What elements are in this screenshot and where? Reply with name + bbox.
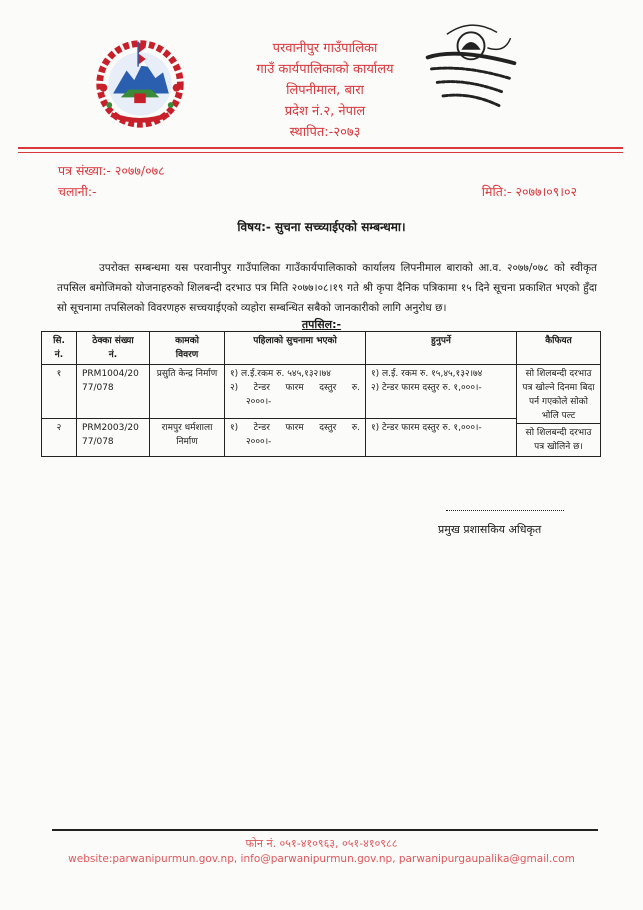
row-corrected	[366, 419, 517, 457]
row-contract-number	[77, 419, 150, 457]
previous-line1: १) टेन्डर फारम दस्तुर रु.	[230, 423, 360, 434]
header-work-line2: विवरण	[175, 350, 199, 360]
header-remarks: कैफियत	[517, 332, 601, 365]
header-sn-line1: सि.	[53, 336, 65, 346]
letterhead-title-block	[220, 38, 430, 143]
row-work-description: प्रसुति केन्द्र निर्माण	[150, 365, 225, 419]
header-work-description	[150, 332, 225, 365]
row-contract-number	[77, 365, 150, 419]
row-previous-notice	[225, 365, 366, 419]
footer-contact: website:parwanipurmun.gov.np, info@parwanipurmun.gov.np, parwanipurgaupalika@gmail.com	[68, 853, 575, 865]
corrected-line1: १) ल.ई. रकम रु. १५,४५,१३२।७४	[371, 369, 483, 379]
header-sn-line2: नं.	[54, 350, 64, 360]
municipality-seal-icon	[418, 15, 524, 121]
previous-line1: १) ल.ई.रकम रु. ५४५,१३२।७४	[230, 369, 331, 379]
signatory-title: प्रमुख प्रशासकिय अधिकृत	[438, 523, 542, 536]
province: प्रदेश नं.२, नेपाल	[284, 104, 366, 119]
office-location: लिपनीमाल, बारा	[286, 83, 364, 98]
corrected-line1: १) टेन्डर फारम दस्तुर रु. १,०००।-	[371, 423, 482, 434]
header-contract-number	[77, 332, 150, 365]
contract-number-part1: PRM2003/20	[82, 423, 139, 434]
contract-number-part1: PRM1004/20	[82, 369, 139, 379]
previous-line2: २) टेन्डर फारम दस्तुर रु.	[230, 383, 360, 393]
contract-number-part2: 77/078	[82, 383, 114, 393]
remarks-part1: सो शिलबन्दी दरभाउ पत्र खोल्ने दिनमा बिदा पर्न गएकोले सोको भोलि पल्ट	[522, 369, 595, 421]
letter-date: मिति:- २०७७।०९।०२	[481, 184, 577, 199]
footer-rule	[52, 829, 598, 831]
row-sn: १	[42, 365, 77, 419]
org-name: परवानीपुर गाउँपालिका	[272, 41, 378, 56]
footer-phone: फोन नं. ०५१-४१०९६३, ०५१-४१०९८८	[245, 837, 398, 850]
table-row	[42, 365, 601, 419]
corrected-line2: २) टेन्डर फारम दस्तुर रु. १,०००।-	[371, 383, 482, 393]
header-rule-thick	[18, 147, 623, 149]
header-contract-line1: ठेक्का संख्या	[92, 336, 134, 346]
contract-number-part2: 77/078	[82, 437, 114, 448]
header-sn	[42, 332, 77, 365]
letter-body: उपरोक्त सम्बन्धमा यस परवानीपुर गाउँपालिका गाउँकार्यपालिकाको कार्यालय लिपनीमाल बाराको आ.व. २०७७/०७८ को स्वीकृत तपसिल बमोजिमको योजनाहरुको शिलबन्दी दरभाउ पत्र मिति २०७७।०८।१९ गते श्री कृपा दैनिक पत्रिकामा १५ दिने सूचना प्रकाशित भएको हुँदा सो सूचनामा तपसिलको विवरणहरु सच्चयाईएको व्यहोरा सम्बन्धित सबैको जानकारीको लागि अनुरोध छ।	[57, 262, 597, 314]
remarks-part2: सो शिलबन्दी दरभाउ पत्र खोलिने छ।	[517, 423, 600, 454]
header-contract-line2: नं.	[108, 350, 118, 360]
row-sn: २	[42, 419, 77, 457]
header-previous-notice: पहिलाको सुचनामा भएको	[225, 332, 366, 365]
row-previous-notice	[225, 419, 366, 457]
header-rule-thin	[18, 152, 623, 153]
signature-line	[446, 510, 564, 511]
previous-line3: २०००।-	[246, 397, 272, 407]
letter-subject: विषय:- सुचना सच्च्याईएको सम्बन्धमा।	[237, 220, 406, 234]
dispatch-number: चलानी:-	[58, 184, 97, 199]
row-remarks	[517, 365, 601, 457]
header-work-line1: कामको	[175, 336, 199, 346]
previous-line2: २०००।-	[246, 437, 272, 448]
office-name: गाउँ कार्यपालिकाको कार्यालय	[256, 62, 394, 77]
row-work-description: रामपुर धर्मशाला निर्माण	[150, 419, 225, 457]
table-title: तपसिल:-	[301, 318, 342, 331]
row-corrected	[366, 365, 517, 419]
header-corrected: हुनुपर्ने	[366, 332, 517, 365]
correction-table	[41, 331, 601, 457]
nepal-government-emblem-icon	[92, 34, 188, 130]
table-header-row	[42, 332, 601, 365]
established-year: स्थापित:-२०७३	[289, 125, 361, 140]
letter-number: पत्र संख्या:- २०७७/०७८	[58, 163, 165, 178]
